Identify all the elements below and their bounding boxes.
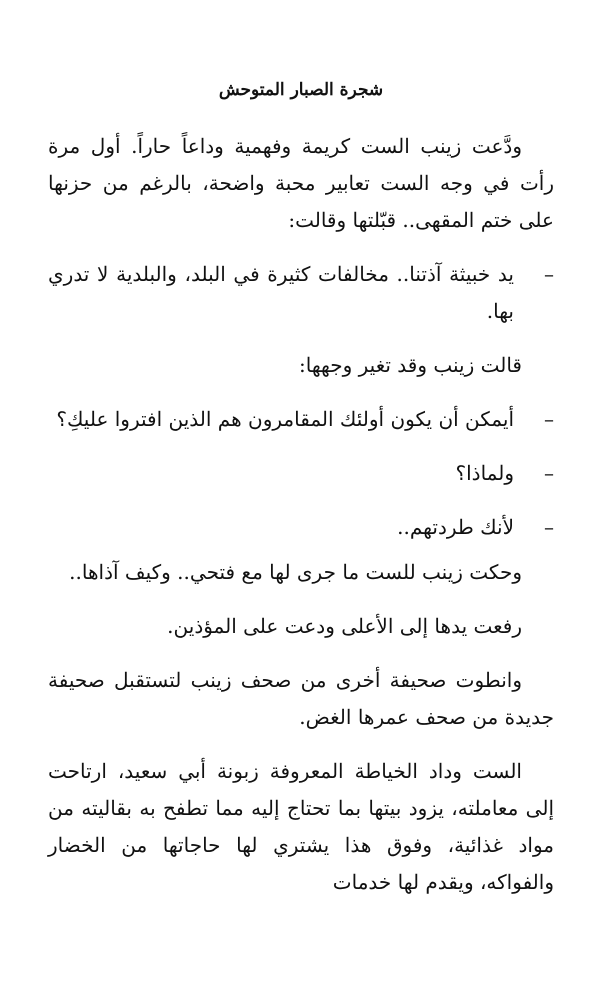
dialog-line-1	[48, 256, 554, 330]
dialog-text: ولماذا؟	[455, 461, 514, 485]
paragraph-3: وحكت زينب للست ما جرى لها مع فتحي.. وكيف آذاها..	[69, 560, 522, 584]
dialog-dash: –	[544, 515, 554, 539]
paragraph-6: الست وداد الخياطة المعروفة زبونة أبي سعيد، ارتاحت إلى معاملته، يزود بيتها بما تحتاج إليه مما تطفح به بقاليته من مواد غذائية، وفوق هذا يشتري لها حاجاتها من الخضار والفواكه، ويقدم لها خدمات	[48, 759, 554, 894]
dialog-dash: –	[544, 461, 554, 485]
dialog-line-4	[48, 509, 554, 546]
chapter-title: شجرة الصبار المتوحش	[218, 80, 384, 100]
paragraph-2: قالت زينب وقد تغير وجهها:	[298, 353, 522, 377]
dialog-text: يد خبيثة آذتنا.. مخالفات كثيرة في البلد، والبلدية لا تدري بها.	[48, 262, 514, 323]
dialog-dash: –	[544, 262, 554, 286]
dialog-line-3	[48, 455, 554, 492]
dialog-text: لأنك طردتهم..	[397, 515, 514, 539]
paragraph-5: وانطوت صحيفة أخرى من صحف زينب لتستقبل صحيفة جديدة من صحف عمرها الغض.	[48, 668, 554, 729]
page-body	[48, 128, 554, 918]
dialog-dash: –	[544, 407, 554, 431]
paragraph-4: رفعت يدها إلى الأعلى ودعت على المؤذين.	[167, 614, 522, 638]
paragraph-1: ودَّعت زينب الست كريمة وفهمية وداعاً حاراً. أول مرة رأت في وجه الست تعابير محبة واضحة، بالرغم من حزنها على ختم المقهى.. قبّلتها وقالت:	[48, 134, 554, 232]
dialog-text: أيمكن أن يكون أولئك المقامرون هم الذين افتروا عليكِ؟	[56, 407, 514, 431]
dialog-line-2	[48, 401, 554, 438]
